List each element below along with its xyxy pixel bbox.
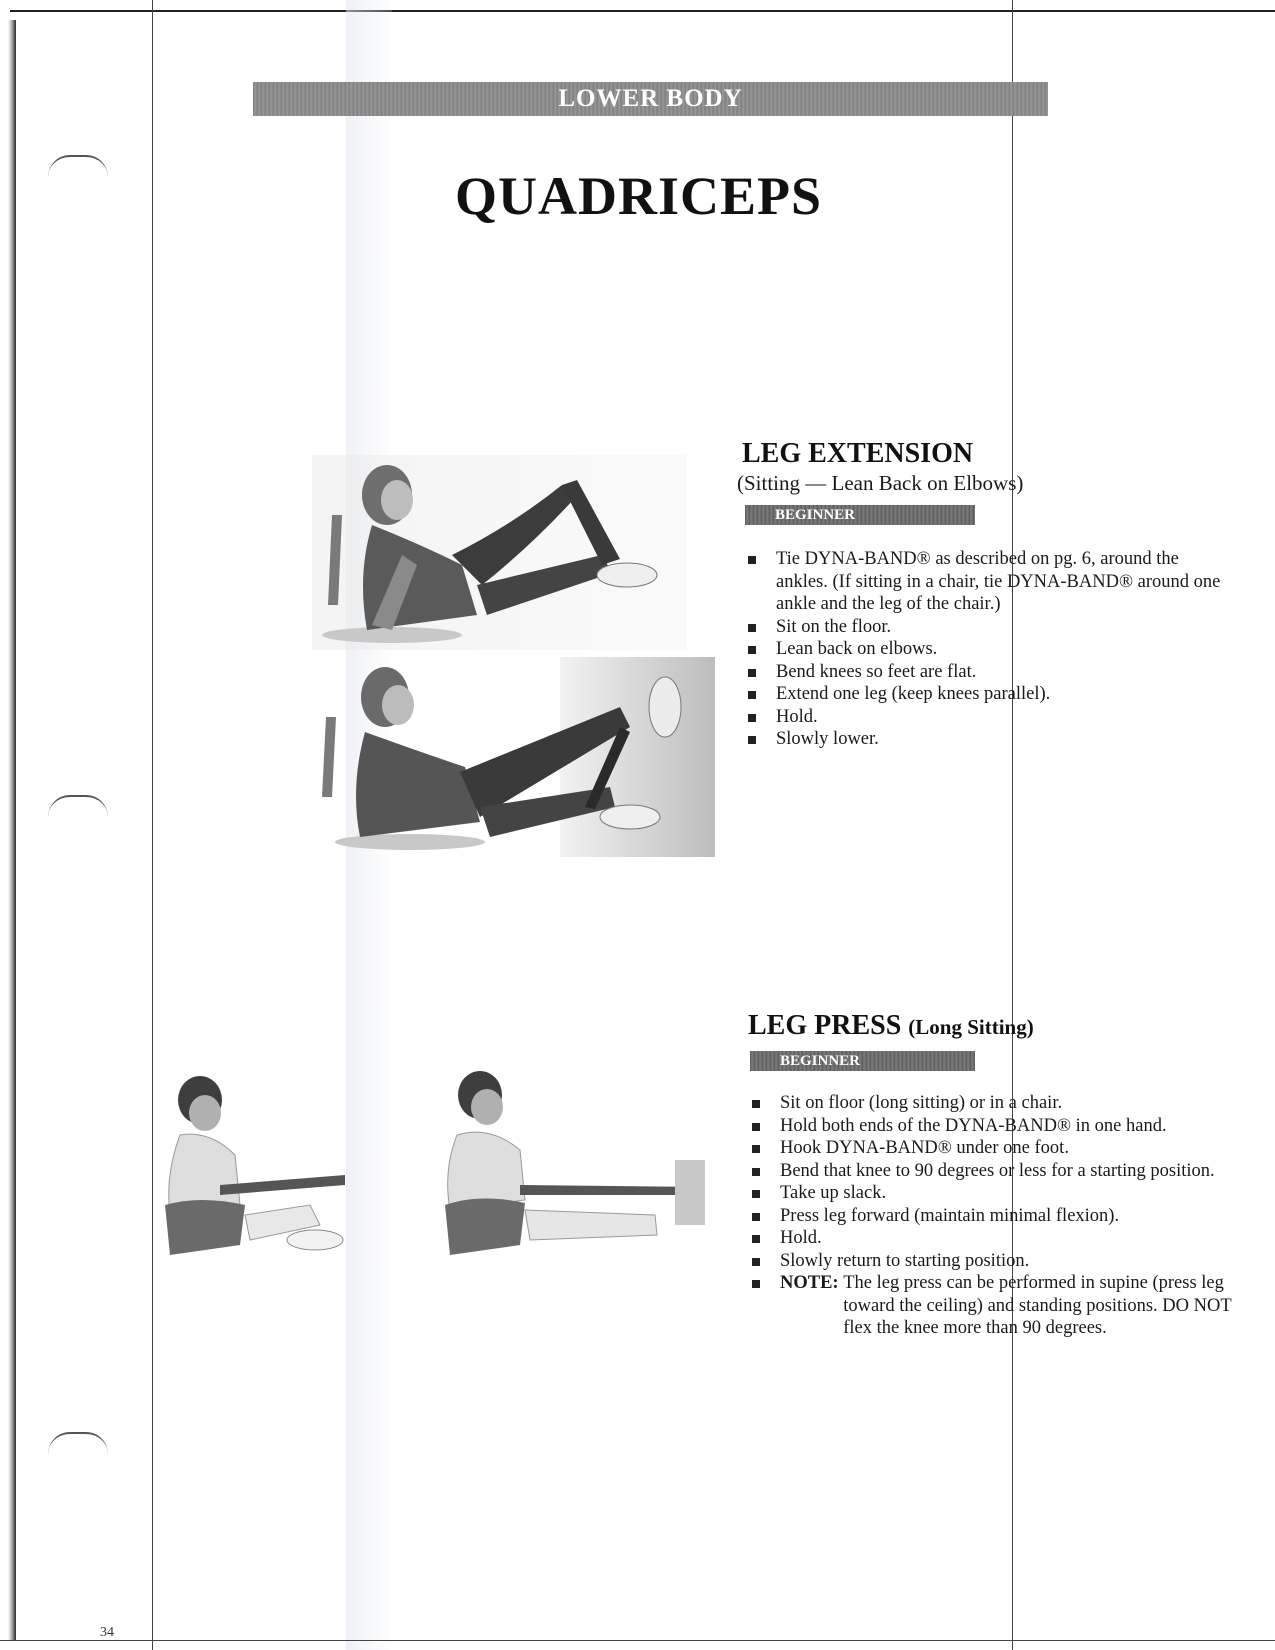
bullet-icon xyxy=(752,1213,760,1221)
binder-hole xyxy=(48,155,108,177)
scan-top-rule xyxy=(10,10,1275,12)
leg-press-title-suffix: (Long Sitting) xyxy=(908,1015,1034,1039)
list-item: Tie DYNA-BAND® as described on pg. 6, around the ankles. (If sitting in a chair, tie DYNA-BAND® around one ankle and the leg of the chair.) xyxy=(744,548,1229,616)
binder-hole xyxy=(48,1432,108,1454)
list-item: Lean back on elbows. xyxy=(744,638,1229,661)
list-item: Sit on floor (long sitting) or in a chair. xyxy=(748,1092,1248,1115)
bullet-icon xyxy=(748,691,756,699)
leg-press-steps xyxy=(748,1092,1248,1340)
section-header: LOWER BODY xyxy=(253,82,1048,116)
leg-press-level-badge: BEGINNER xyxy=(750,1051,975,1071)
bullet-icon xyxy=(748,736,756,744)
page-title: QUADRICEPS xyxy=(455,166,823,226)
bullet-icon xyxy=(748,669,756,677)
list-item: Extend one leg (keep knees parallel). xyxy=(744,683,1229,706)
scan-vertical-line xyxy=(1012,0,1013,1650)
leg-extension-steps xyxy=(744,548,1229,751)
bullet-icon xyxy=(748,646,756,654)
leg-press-title-text: LEG PRESS xyxy=(748,1010,902,1041)
list-item: Hook DYNA-BAND® under one foot. xyxy=(748,1137,1248,1160)
bullet-icon xyxy=(752,1258,760,1266)
list-item: Press leg forward (maintain minimal flexion). xyxy=(748,1205,1248,1228)
page-number: 34 xyxy=(100,1625,114,1640)
leg-extension-photo-start xyxy=(312,455,687,650)
list-item: Slowly return to starting position. xyxy=(748,1250,1248,1273)
bullet-icon xyxy=(752,1190,760,1198)
leg-press-photo-extended xyxy=(435,1065,715,1275)
list-item: Sit on the floor. xyxy=(744,616,1229,639)
bullet-icon xyxy=(748,624,756,632)
bullet-icon xyxy=(752,1100,760,1108)
list-item: Take up slack. xyxy=(748,1182,1248,1205)
list-item: Hold. xyxy=(748,1227,1248,1250)
list-item: Hold both ends of the DYNA-BAND® in one hand. xyxy=(748,1115,1248,1138)
bullet-icon xyxy=(752,1123,760,1131)
bullet-icon xyxy=(752,1235,760,1243)
list-item: Hold. xyxy=(744,706,1229,729)
list-item: Slowly lower. xyxy=(744,728,1229,751)
note-text: The leg press can be performed in supine (press leg toward the ceiling) and standing positions. DO NOT flex the knee more than 90 degrees. xyxy=(843,1273,1232,1338)
note-label: NOTE: xyxy=(780,1273,839,1293)
scan-vertical-line xyxy=(152,0,153,1650)
scan-left-edge xyxy=(8,20,16,1640)
binder-hole xyxy=(48,795,108,817)
bullet-icon xyxy=(752,1168,760,1176)
leg-press-photo-start xyxy=(160,1075,360,1270)
list-item: Bend knees so feet are flat. xyxy=(744,661,1229,684)
leg-extension-level-badge: BEGINNER xyxy=(745,505,975,525)
note-item xyxy=(748,1272,1248,1340)
leg-extension-title: LEG EXTENSION xyxy=(742,438,974,469)
list-item: Bend that knee to 90 degrees or less for a starting position. xyxy=(748,1160,1248,1183)
leg-extension-photo-extended xyxy=(320,657,715,857)
leg-press-title xyxy=(748,1010,1034,1042)
bullet-icon xyxy=(752,1280,760,1288)
scan-bottom-rule xyxy=(0,1640,1275,1641)
leg-extension-subtitle: (Sitting — Lean Back on Elbows) xyxy=(737,471,1024,495)
bullet-icon xyxy=(748,556,756,564)
bullet-icon xyxy=(748,714,756,722)
bullet-icon xyxy=(752,1145,760,1153)
